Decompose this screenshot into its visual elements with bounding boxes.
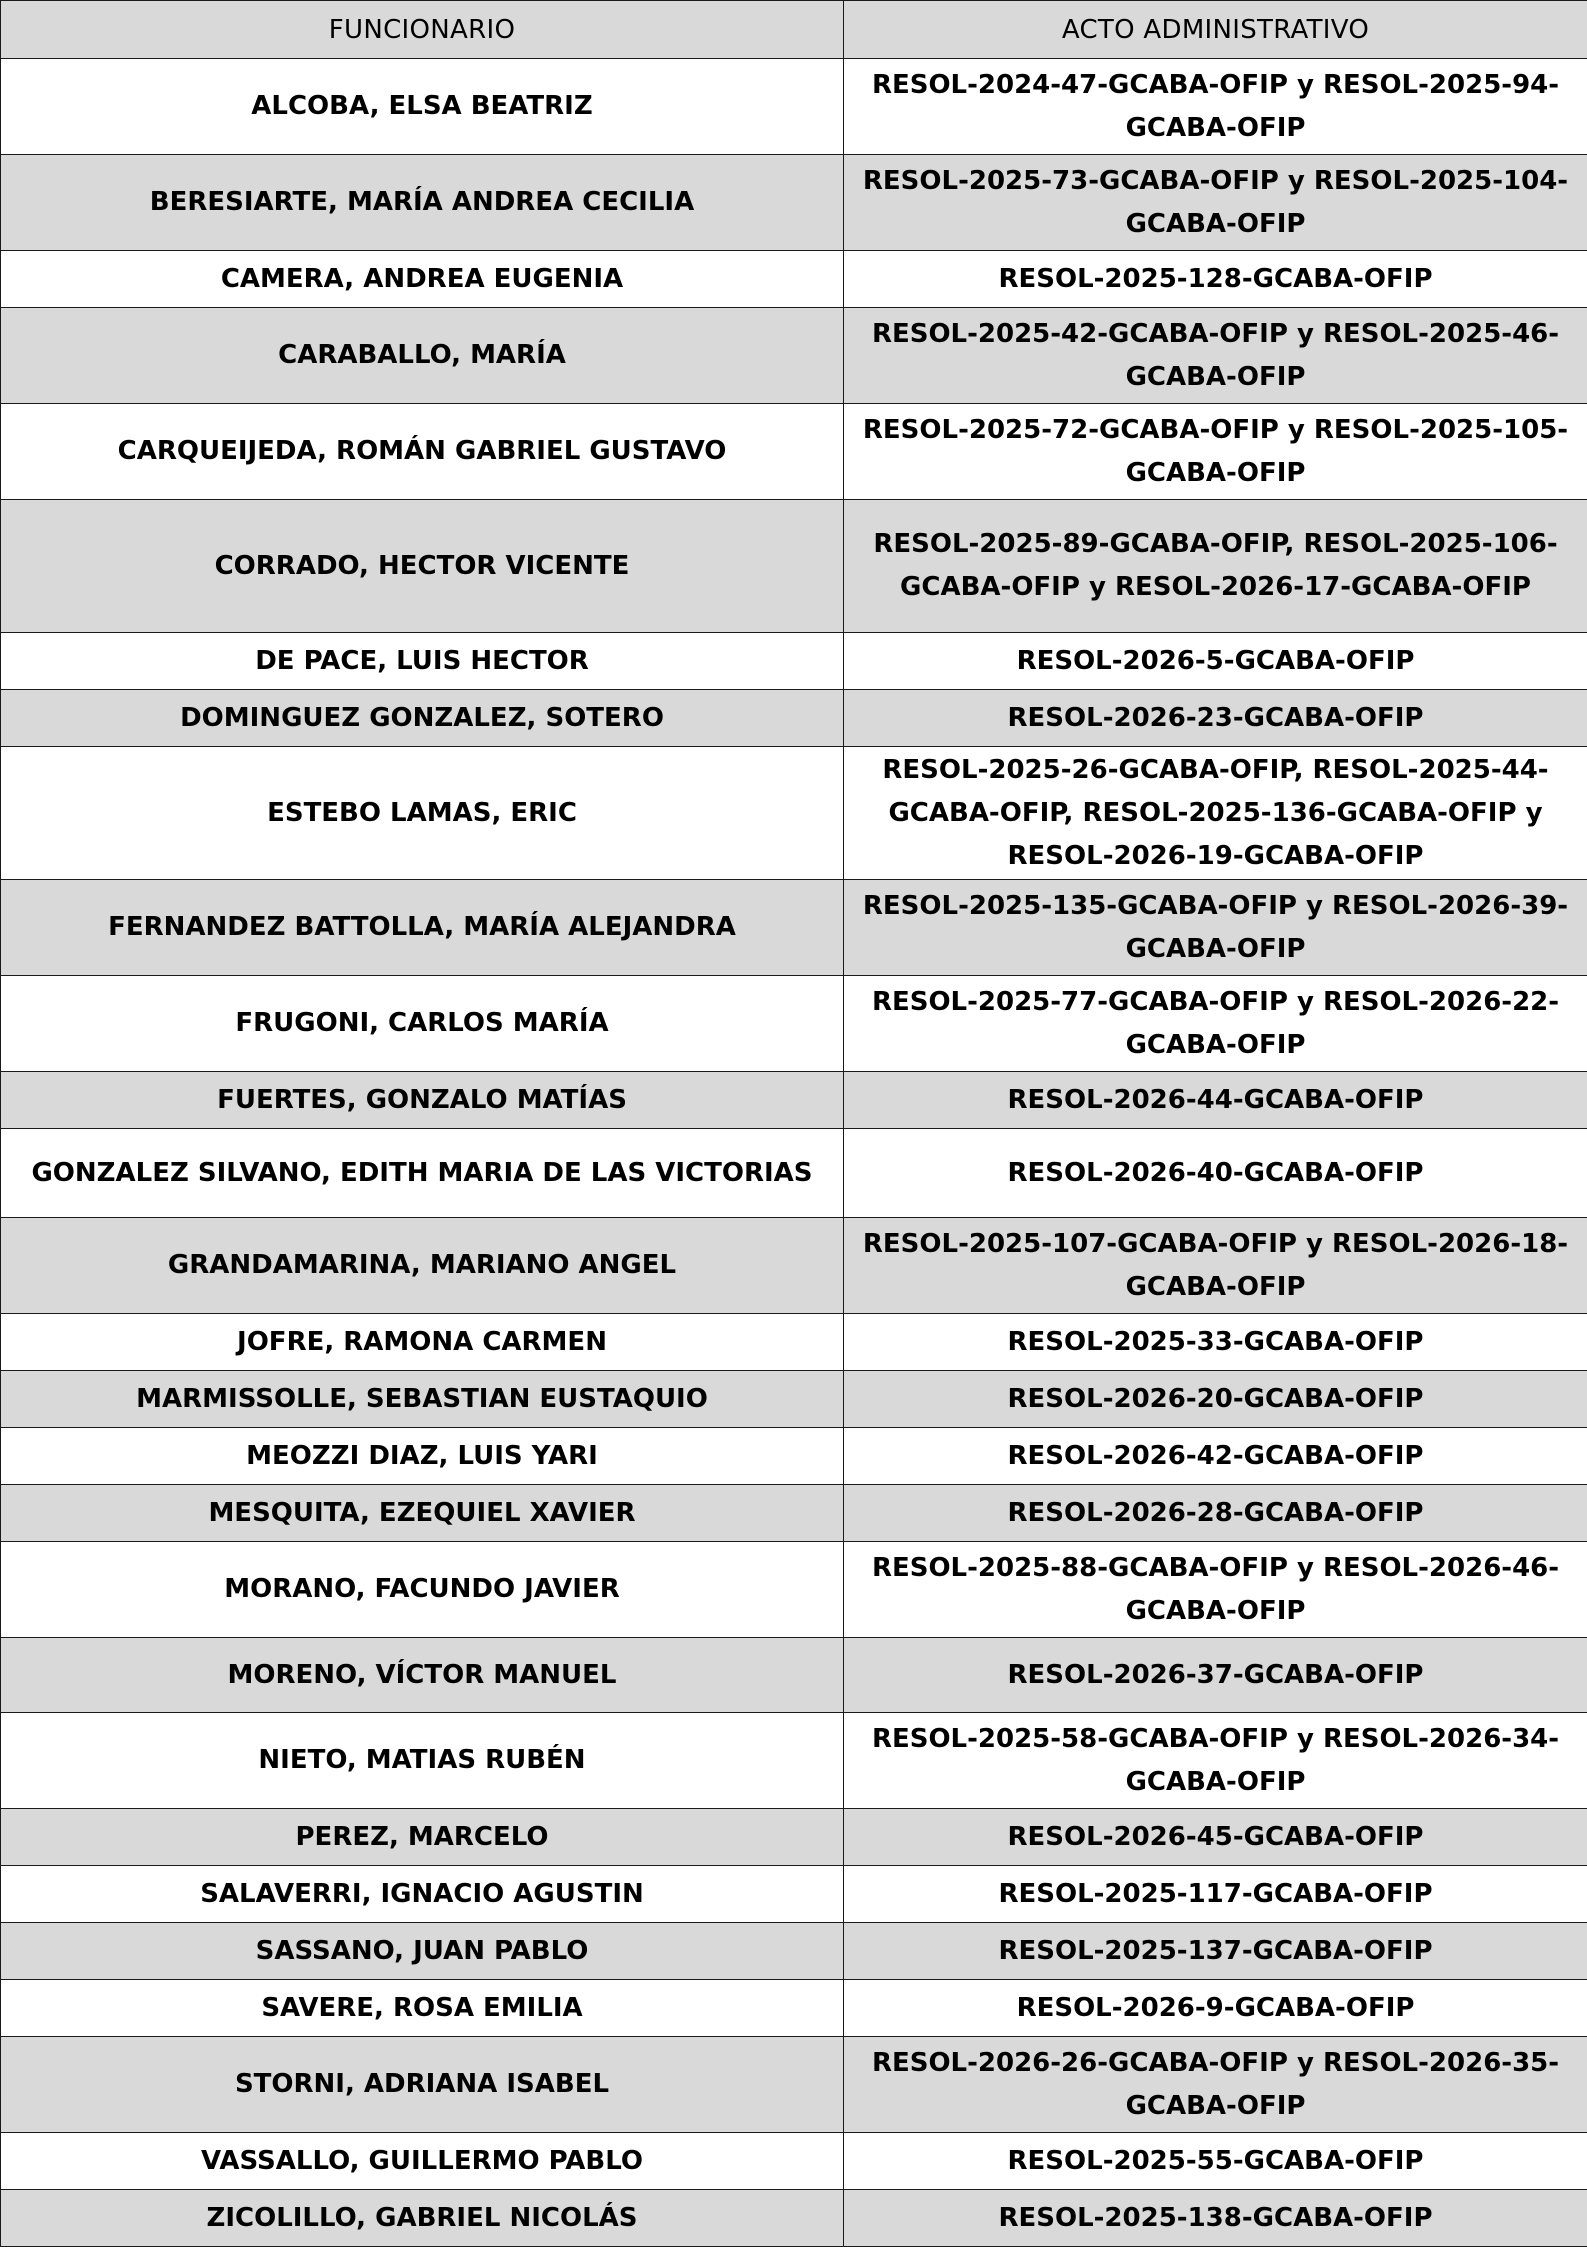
table-row bbox=[1, 690, 1587, 747]
acto-cell: RESOL-2026-9-GCABA-OFIP bbox=[844, 1980, 1587, 2037]
table-row bbox=[1, 633, 1587, 690]
table-row bbox=[1, 880, 1587, 976]
funcionario-cell: STORNI, ADRIANA ISABEL bbox=[1, 2037, 844, 2133]
funcionario-cell: SASSANO, JUAN PABLO bbox=[1, 1923, 844, 1980]
header-funcionario: FUNCIONARIO bbox=[1, 1, 844, 59]
table-row bbox=[1, 1218, 1587, 1314]
funcionario-cell: DE PACE, LUIS HECTOR bbox=[1, 633, 844, 690]
acto-cell: RESOL-2026-44-GCABA-OFIP bbox=[844, 1072, 1587, 1129]
acto-cell: RESOL-2025-135-GCABA-OFIP y RESOL-2026-39-GCABA-OFIP bbox=[844, 880, 1587, 976]
acto-cell: RESOL-2025-89-GCABA-OFIP, RESOL-2025-106-GCABA-OFIP y RESOL-2026-17-GCABA-OFIP bbox=[844, 500, 1587, 633]
acto-cell: RESOL-2025-42-GCABA-OFIP y RESOL-2025-46-GCABA-OFIP bbox=[844, 308, 1587, 404]
acto-cell: RESOL-2025-58-GCABA-OFIP y RESOL-2026-34-GCABA-OFIP bbox=[844, 1713, 1587, 1809]
acto-cell: RESOL-2026-45-GCABA-OFIP bbox=[844, 1809, 1587, 1866]
table-row bbox=[1, 1713, 1587, 1809]
table-header-row bbox=[1, 1, 1587, 59]
acto-cell: RESOL-2025-73-GCABA-OFIP y RESOL-2025-104-GCABA-OFIP bbox=[844, 155, 1587, 251]
funcionario-cell: JOFRE, RAMONA CARMEN bbox=[1, 1314, 844, 1371]
acto-cell: RESOL-2026-40-GCABA-OFIP bbox=[844, 1129, 1587, 1218]
acto-cell: RESOL-2026-37-GCABA-OFIP bbox=[844, 1638, 1587, 1713]
funcionario-cell: FERNANDEZ BATTOLLA, MARÍA ALEJANDRA bbox=[1, 880, 844, 976]
table-row bbox=[1, 155, 1587, 251]
acto-cell: RESOL-2026-42-GCABA-OFIP bbox=[844, 1428, 1587, 1485]
table-row bbox=[1, 1809, 1587, 1866]
funcionario-cell: PEREZ, MARCELO bbox=[1, 1809, 844, 1866]
acto-cell: RESOL-2025-77-GCABA-OFIP y RESOL-2026-22-GCABA-OFIP bbox=[844, 976, 1587, 1072]
acto-cell: RESOL-2025-107-GCABA-OFIP y RESOL-2026-18-GCABA-OFIP bbox=[844, 1218, 1587, 1314]
acto-cell: RESOL-2025-26-GCABA-OFIP, RESOL-2025-44-GCABA-OFIP, RESOL-2025-136-GCABA-OFIP y RESOL-2026-19-GCABA-OFIP bbox=[844, 747, 1587, 880]
table-row bbox=[1, 1866, 1587, 1923]
acto-cell: RESOL-2025-137-GCABA-OFIP bbox=[844, 1923, 1587, 1980]
table-row bbox=[1, 1638, 1587, 1713]
funcionario-cell: GRANDAMARINA, MARIANO ANGEL bbox=[1, 1218, 844, 1314]
table-row bbox=[1, 1428, 1587, 1485]
acto-cell: RESOL-2026-26-GCABA-OFIP y RESOL-2026-35-GCABA-OFIP bbox=[844, 2037, 1587, 2133]
acto-cell: RESOL-2026-23-GCABA-OFIP bbox=[844, 690, 1587, 747]
table-row bbox=[1, 2190, 1587, 2247]
funcionario-cell: MORENO, VÍCTOR MANUEL bbox=[1, 1638, 844, 1713]
acto-cell: RESOL-2025-117-GCABA-OFIP bbox=[844, 1866, 1587, 1923]
table-row bbox=[1, 1371, 1587, 1428]
table-row bbox=[1, 2133, 1587, 2190]
funcionario-cell: MARMISSOLLE, SEBASTIAN EUSTAQUIO bbox=[1, 1371, 844, 1428]
table-row bbox=[1, 1485, 1587, 1542]
table-row bbox=[1, 1980, 1587, 2037]
funcionario-cell: SALAVERRI, IGNACIO AGUSTIN bbox=[1, 1866, 844, 1923]
funcionario-cell: VASSALLO, GUILLERMO PABLO bbox=[1, 2133, 844, 2190]
table-row bbox=[1, 1314, 1587, 1371]
table-row bbox=[1, 2037, 1587, 2133]
funcionario-cell: CARABALLO, MARÍA bbox=[1, 308, 844, 404]
funcionario-cell: GONZALEZ SILVANO, EDITH MARIA DE LAS VICTORIAS bbox=[1, 1129, 844, 1218]
acto-cell: RESOL-2025-72-GCABA-OFIP y RESOL-2025-105-GCABA-OFIP bbox=[844, 404, 1587, 500]
table-row bbox=[1, 1129, 1587, 1218]
funcionario-cell: FUERTES, GONZALO MATÍAS bbox=[1, 1072, 844, 1129]
table-row bbox=[1, 59, 1587, 155]
acto-cell: RESOL-2025-138-GCABA-OFIP bbox=[844, 2190, 1587, 2247]
table-row bbox=[1, 308, 1587, 404]
acto-cell: RESOL-2026-20-GCABA-OFIP bbox=[844, 1371, 1587, 1428]
funcionario-cell: SAVERE, ROSA EMILIA bbox=[1, 1980, 844, 2037]
table-row bbox=[1, 747, 1587, 880]
header-acto-administrativo: ACTO ADMINISTRATIVO bbox=[844, 1, 1587, 59]
funcionario-cell: CORRADO, HECTOR VICENTE bbox=[1, 500, 844, 633]
funcionario-cell: NIETO, MATIAS RUBÉN bbox=[1, 1713, 844, 1809]
funcionario-cell: MORANO, FACUNDO JAVIER bbox=[1, 1542, 844, 1638]
table-row bbox=[1, 1542, 1587, 1638]
table-row bbox=[1, 251, 1587, 308]
acto-cell: RESOL-2024-47-GCABA-OFIP y RESOL-2025-94-GCABA-OFIP bbox=[844, 59, 1587, 155]
table-row bbox=[1, 976, 1587, 1072]
acto-cell: RESOL-2025-128-GCABA-OFIP bbox=[844, 251, 1587, 308]
acto-cell: RESOL-2025-33-GCABA-OFIP bbox=[844, 1314, 1587, 1371]
table-row bbox=[1, 404, 1587, 500]
funcionario-cell: BERESIARTE, MARÍA ANDREA CECILIA bbox=[1, 155, 844, 251]
funcionario-cell: MEOZZI DIAZ, LUIS YARI bbox=[1, 1428, 844, 1485]
funcionario-cell: FRUGONI, CARLOS MARÍA bbox=[1, 976, 844, 1072]
funcionario-cell: ZICOLILLO, GABRIEL NICOLÁS bbox=[1, 2190, 844, 2247]
funcionario-cell: CAMERA, ANDREA EUGENIA bbox=[1, 251, 844, 308]
acto-cell: RESOL-2026-5-GCABA-OFIP bbox=[844, 633, 1587, 690]
funcionario-cell: ALCOBA, ELSA BEATRIZ bbox=[1, 59, 844, 155]
funcionario-cell: CARQUEIJEDA, ROMÁN GABRIEL GUSTAVO bbox=[1, 404, 844, 500]
funcionario-cell: MESQUITA, EZEQUIEL XAVIER bbox=[1, 1485, 844, 1542]
table-row bbox=[1, 500, 1587, 633]
table-row bbox=[1, 1072, 1587, 1129]
funcionario-cell: ESTEBO LAMAS, ERIC bbox=[1, 747, 844, 880]
table-row bbox=[1, 1923, 1587, 1980]
acto-cell: RESOL-2025-55-GCABA-OFIP bbox=[844, 2133, 1587, 2190]
funcionario-cell: DOMINGUEZ GONZALEZ, SOTERO bbox=[1, 690, 844, 747]
acto-cell: RESOL-2025-88-GCABA-OFIP y RESOL-2026-46-GCABA-OFIP bbox=[844, 1542, 1587, 1638]
acto-cell: RESOL-2026-28-GCABA-OFIP bbox=[844, 1485, 1587, 1542]
